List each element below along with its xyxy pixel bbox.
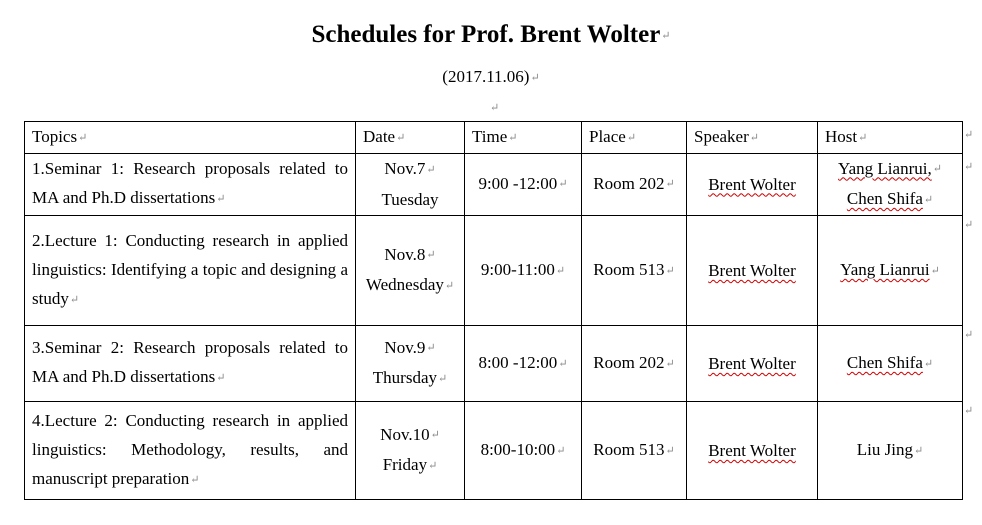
topic-cell: 3.Seminar 2: Research proposals related to MA and Ph.D dissertations↵ xyxy=(25,325,356,401)
row-end-mark-icon: ↵ xyxy=(964,129,974,141)
row-end-mark-icon: ↵ xyxy=(964,219,974,231)
table-header-row xyxy=(25,122,963,154)
place-cell: Room 513↵ xyxy=(582,401,687,499)
header-host: Host↵ xyxy=(818,122,963,154)
header-speaker: Speaker↵ xyxy=(687,122,818,154)
speaker-cell: Brent Wolter xyxy=(687,153,818,215)
date-cell: Nov.10↵ Friday↵ xyxy=(356,401,465,499)
paragraph-mark-icon: ↵ xyxy=(661,30,671,43)
host-cell: Chen Shifa↵ xyxy=(818,325,963,401)
topic-cell: 1.Seminar 1: Research proposals related to MA and Ph.D dissertations↵ xyxy=(25,153,356,215)
header-date: Date↵ xyxy=(356,122,465,154)
document-title-text: Schedules for Prof. Brent Wolter xyxy=(311,21,661,48)
host-cell: Yang Lianrui↵ xyxy=(818,215,963,325)
time-cell: 9:00-11:00↵ xyxy=(465,215,582,325)
host-cell: Liu Jing↵ xyxy=(818,401,963,499)
table-row xyxy=(25,401,963,499)
time-cell: 8:00 -12:00↵ xyxy=(465,325,582,401)
document-date-text: (2017.11.06) xyxy=(442,67,530,86)
date-cell: Nov.9↵ Thursday↵ xyxy=(356,325,465,401)
document-title xyxy=(0,19,982,52)
host-cell: Yang Lianrui,↵ Chen Shifa↵ xyxy=(818,153,963,215)
speaker-cell: Brent Wolter xyxy=(687,401,818,499)
row-end-mark-icon: ↵ xyxy=(964,161,974,173)
table-row xyxy=(25,325,963,401)
topic-cell: 2.Lecture 1: Conducting research in applied linguistics: Identifying a topic and designing a study↵ xyxy=(25,215,356,325)
place-cell: Room 202↵ xyxy=(582,325,687,401)
header-place: Place↵ xyxy=(582,122,687,154)
document-date xyxy=(0,66,982,89)
time-cell: 9:00 -12:00↵ xyxy=(465,153,582,215)
table-row xyxy=(25,153,963,215)
time-cell: 8:00-10:00↵ xyxy=(465,401,582,499)
schedule-table xyxy=(24,121,963,500)
topic-cell: 4.Lecture 2: Conducting research in applied linguistics: Methodology, results, and manuscript preparation↵ xyxy=(25,401,356,499)
row-end-mark-icon: ↵ xyxy=(964,329,974,341)
header-topics: Topics↵ xyxy=(25,122,356,154)
paragraph-mark-icon: ↵ xyxy=(530,72,540,85)
place-cell: Room 513↵ xyxy=(582,215,687,325)
date-cell: Nov.7↵ Tuesday xyxy=(356,153,465,215)
speaker-cell: Brent Wolter xyxy=(687,325,818,401)
table-row xyxy=(25,215,963,325)
empty-paragraph-mark-icon: ↵ xyxy=(490,102,500,114)
row-end-mark-icon: ↵ xyxy=(964,405,974,417)
header-time: Time↵ xyxy=(465,122,582,154)
place-cell: Room 202↵ xyxy=(582,153,687,215)
date-cell: Nov.8↵ Wednesday↵ xyxy=(356,215,465,325)
speaker-cell: Brent Wolter xyxy=(687,215,818,325)
